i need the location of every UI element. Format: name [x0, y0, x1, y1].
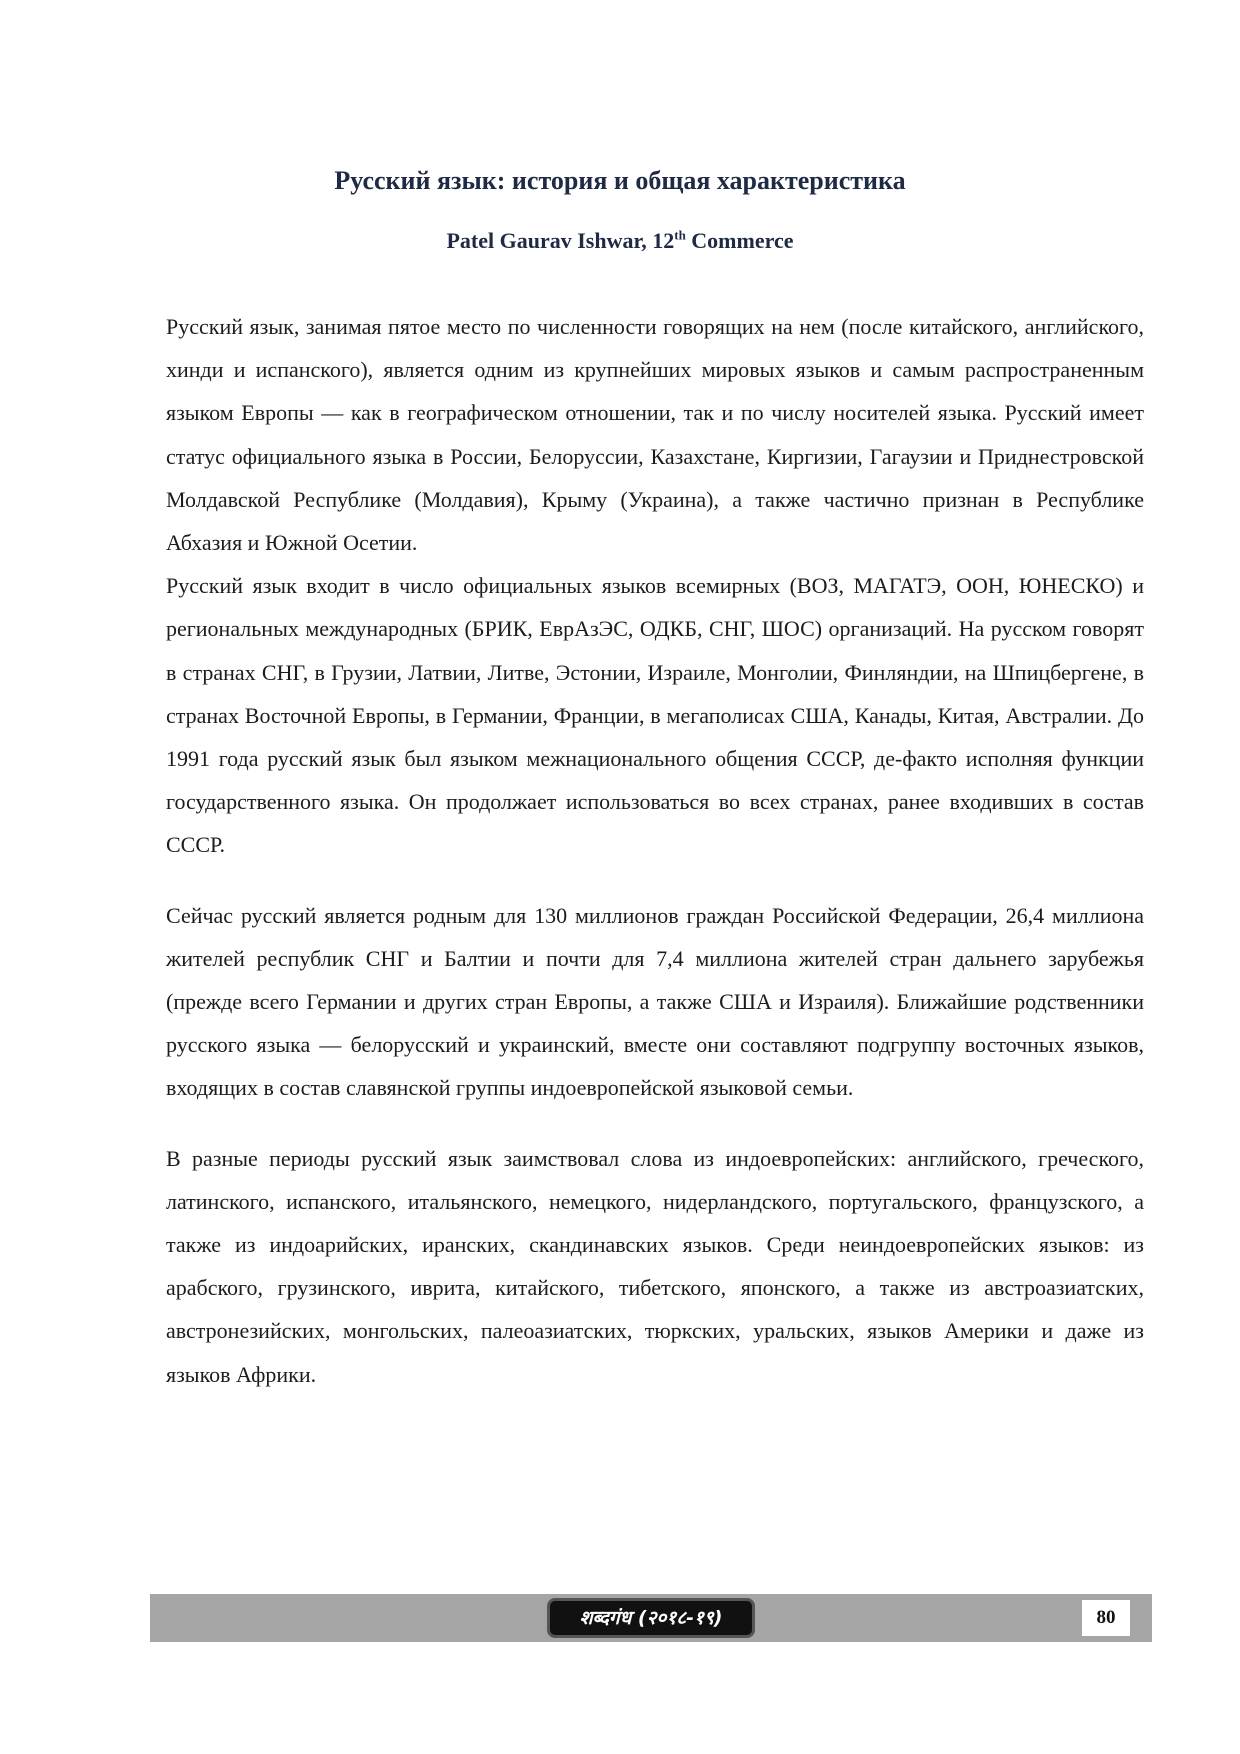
author-grade-superscript: th [674, 227, 686, 243]
paragraph-2: Русский язык входит в число официальных языков всемирных (ВОЗ, МАГАТЭ, ООН, ЮНЕСКО) и региональных международных (БРИК, ЕврАзЭС, ОДКБ, СНГ, ШОС) организаций. На русском говорят в странах СНГ, в Грузии, Латвии, Литве, Эстонии, Израиле, Монголии, Финляндии, на Шпицбергене, в странах Восточной Европы, в Германии, Франции, в мегаполисах США, Канады, Китая, Австралии. До 1991 года русский язык был языком межнационального общения СССР, де-факто исполняя функции государственного языка. Он продолжает использоваться во всех странах, ранее входивших в состав СССР. [166, 573, 1144, 858]
paragraph-3: Сейчас русский является родным для 130 миллионов граждан Российской Федерации, 26,4 миллиона жителей республик СНГ и Балтии и почти для 7,4 миллиона жителей стран дальнего зарубежья (прежде всего Германии и других стран Европы, а также США и Израиля). Ближайшие родственники русского языка — белорусский и украинский, вместе они составляют подгруппу восточных языков, входящих в состав славянской группы индоевропейской языковой семьи. [166, 902, 1144, 1101]
author-stream: Commerce [685, 228, 794, 253]
footer-publication-title: शब्दगंध (२०१८-१९) [547, 1598, 755, 1638]
paragraph-1: Русский язык, занимая пятое место по численности говорящих на нем (после китайского, английского, хинди и испанского), является одним из крупнейших мировых языков и самым распространенным языком Европы — как в географическом отношении, так и по числу носителей языка. Русский имеет статус официального языка в России, Белоруссии, Казахстане, Киргизии, Гагаузии и Приднестровской Молдавской Республике (Молдавия), Крыму (Украина), а также частично признан в Республике Абхазия и Южной Осетии. [166, 314, 1144, 556]
author-name: Patel Gaurav Ishwar, 12 [446, 228, 675, 253]
article-title: Русский язык: история и общая характеристика [334, 166, 906, 195]
page-number: 80 [1082, 1600, 1130, 1636]
paragraph-4: В разные периоды русский язык заимствовал слова из индоевропейских: английского, греческого, латинского, испанского, итальянского, немецкого, нидерландского, португальского, французского, а также из индоарийских, иранских, скандинавских языков. Среди неиндоевропейских языков: из арабского, грузинского, иврита, китайского, тибетского, японского, а также из австроазиатских, австронезийских, монгольских, палеоазиатских, тюркских, уральских, языков Америки и даже из языков Африки. [166, 1145, 1144, 1387]
author-byline [0, 228, 1240, 254]
article-body [166, 305, 1144, 1396]
